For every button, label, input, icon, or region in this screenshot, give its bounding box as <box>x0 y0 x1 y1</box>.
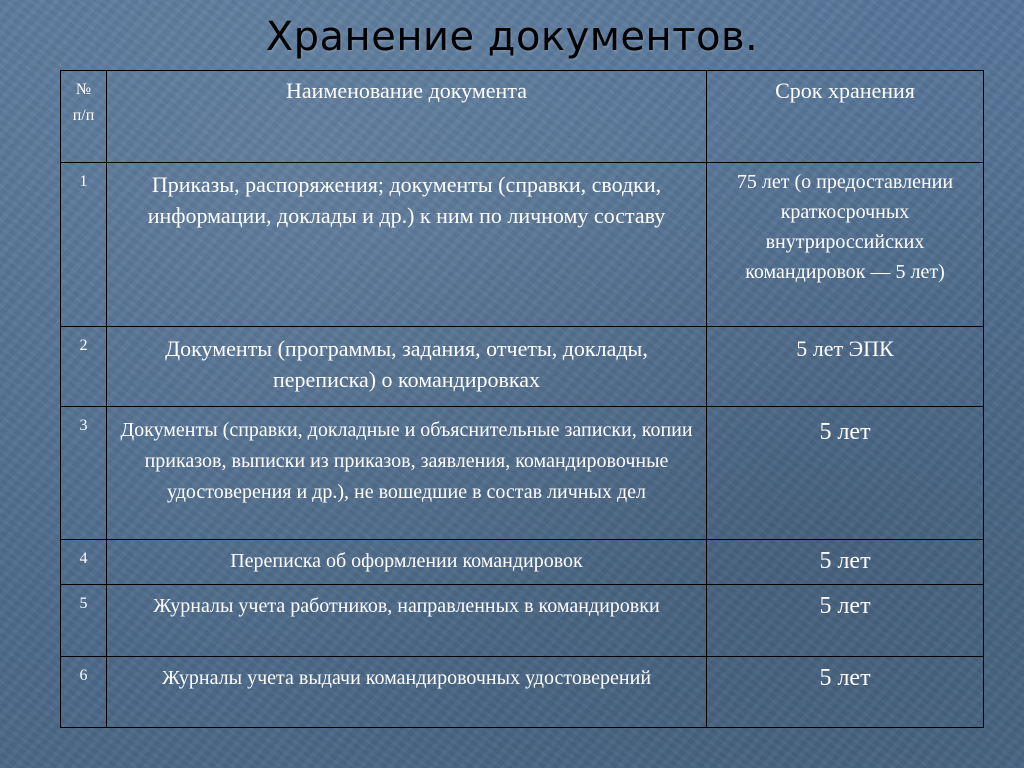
table-row <box>61 585 984 657</box>
row-num: 3 <box>61 407 107 540</box>
header-name: Наименование документа <box>107 71 707 163</box>
table-row <box>61 407 984 540</box>
row-num: 1 <box>61 163 107 327</box>
table-row <box>61 327 984 407</box>
row-storage-term: 5 лет <box>707 407 984 540</box>
header-term: Срок хранения <box>707 71 984 163</box>
row-document-name: Документы (программы, задания, отчеты, доклады, переписка) о командировках <box>107 327 707 407</box>
table-row <box>61 657 984 728</box>
row-document-name: Журналы учета работников, направленных в командировки <box>107 585 707 657</box>
row-storage-term: 5 лет <box>707 585 984 657</box>
row-document-name: Переписка об оформлении командировок <box>107 540 707 585</box>
table-header-row <box>61 71 984 163</box>
table-row <box>61 540 984 585</box>
row-storage-term: 5 лет <box>707 540 984 585</box>
row-storage-term: 75 лет (о предоставлении краткосрочных внутрироссийских командировок — 5 лет) <box>707 163 984 327</box>
row-num: 2 <box>61 327 107 407</box>
row-document-name: Приказы, распоряжения; документы (справки, сводки, информации, доклады и др.) к ним по личному составу <box>107 163 707 327</box>
row-num: 6 <box>61 657 107 728</box>
row-num: 4 <box>61 540 107 585</box>
row-storage-term: 5 лет <box>707 657 984 728</box>
row-document-name: Документы (справки, докладные и объяснительные записки, копии приказов, выписки из приказов, заявления, командировочные удостоверения и др.), не вошедшие в состав личных дел <box>107 407 707 540</box>
row-num: 5 <box>61 585 107 657</box>
slide-title: Хранение документов. <box>265 14 759 60</box>
row-document-name: Журналы учета выдачи командировочных удостоверений <box>107 657 707 728</box>
table-row <box>61 163 984 327</box>
row-storage-term: 5 лет ЭПК <box>707 327 984 407</box>
header-num: № п/п <box>61 71 107 163</box>
documents-table <box>60 70 984 728</box>
